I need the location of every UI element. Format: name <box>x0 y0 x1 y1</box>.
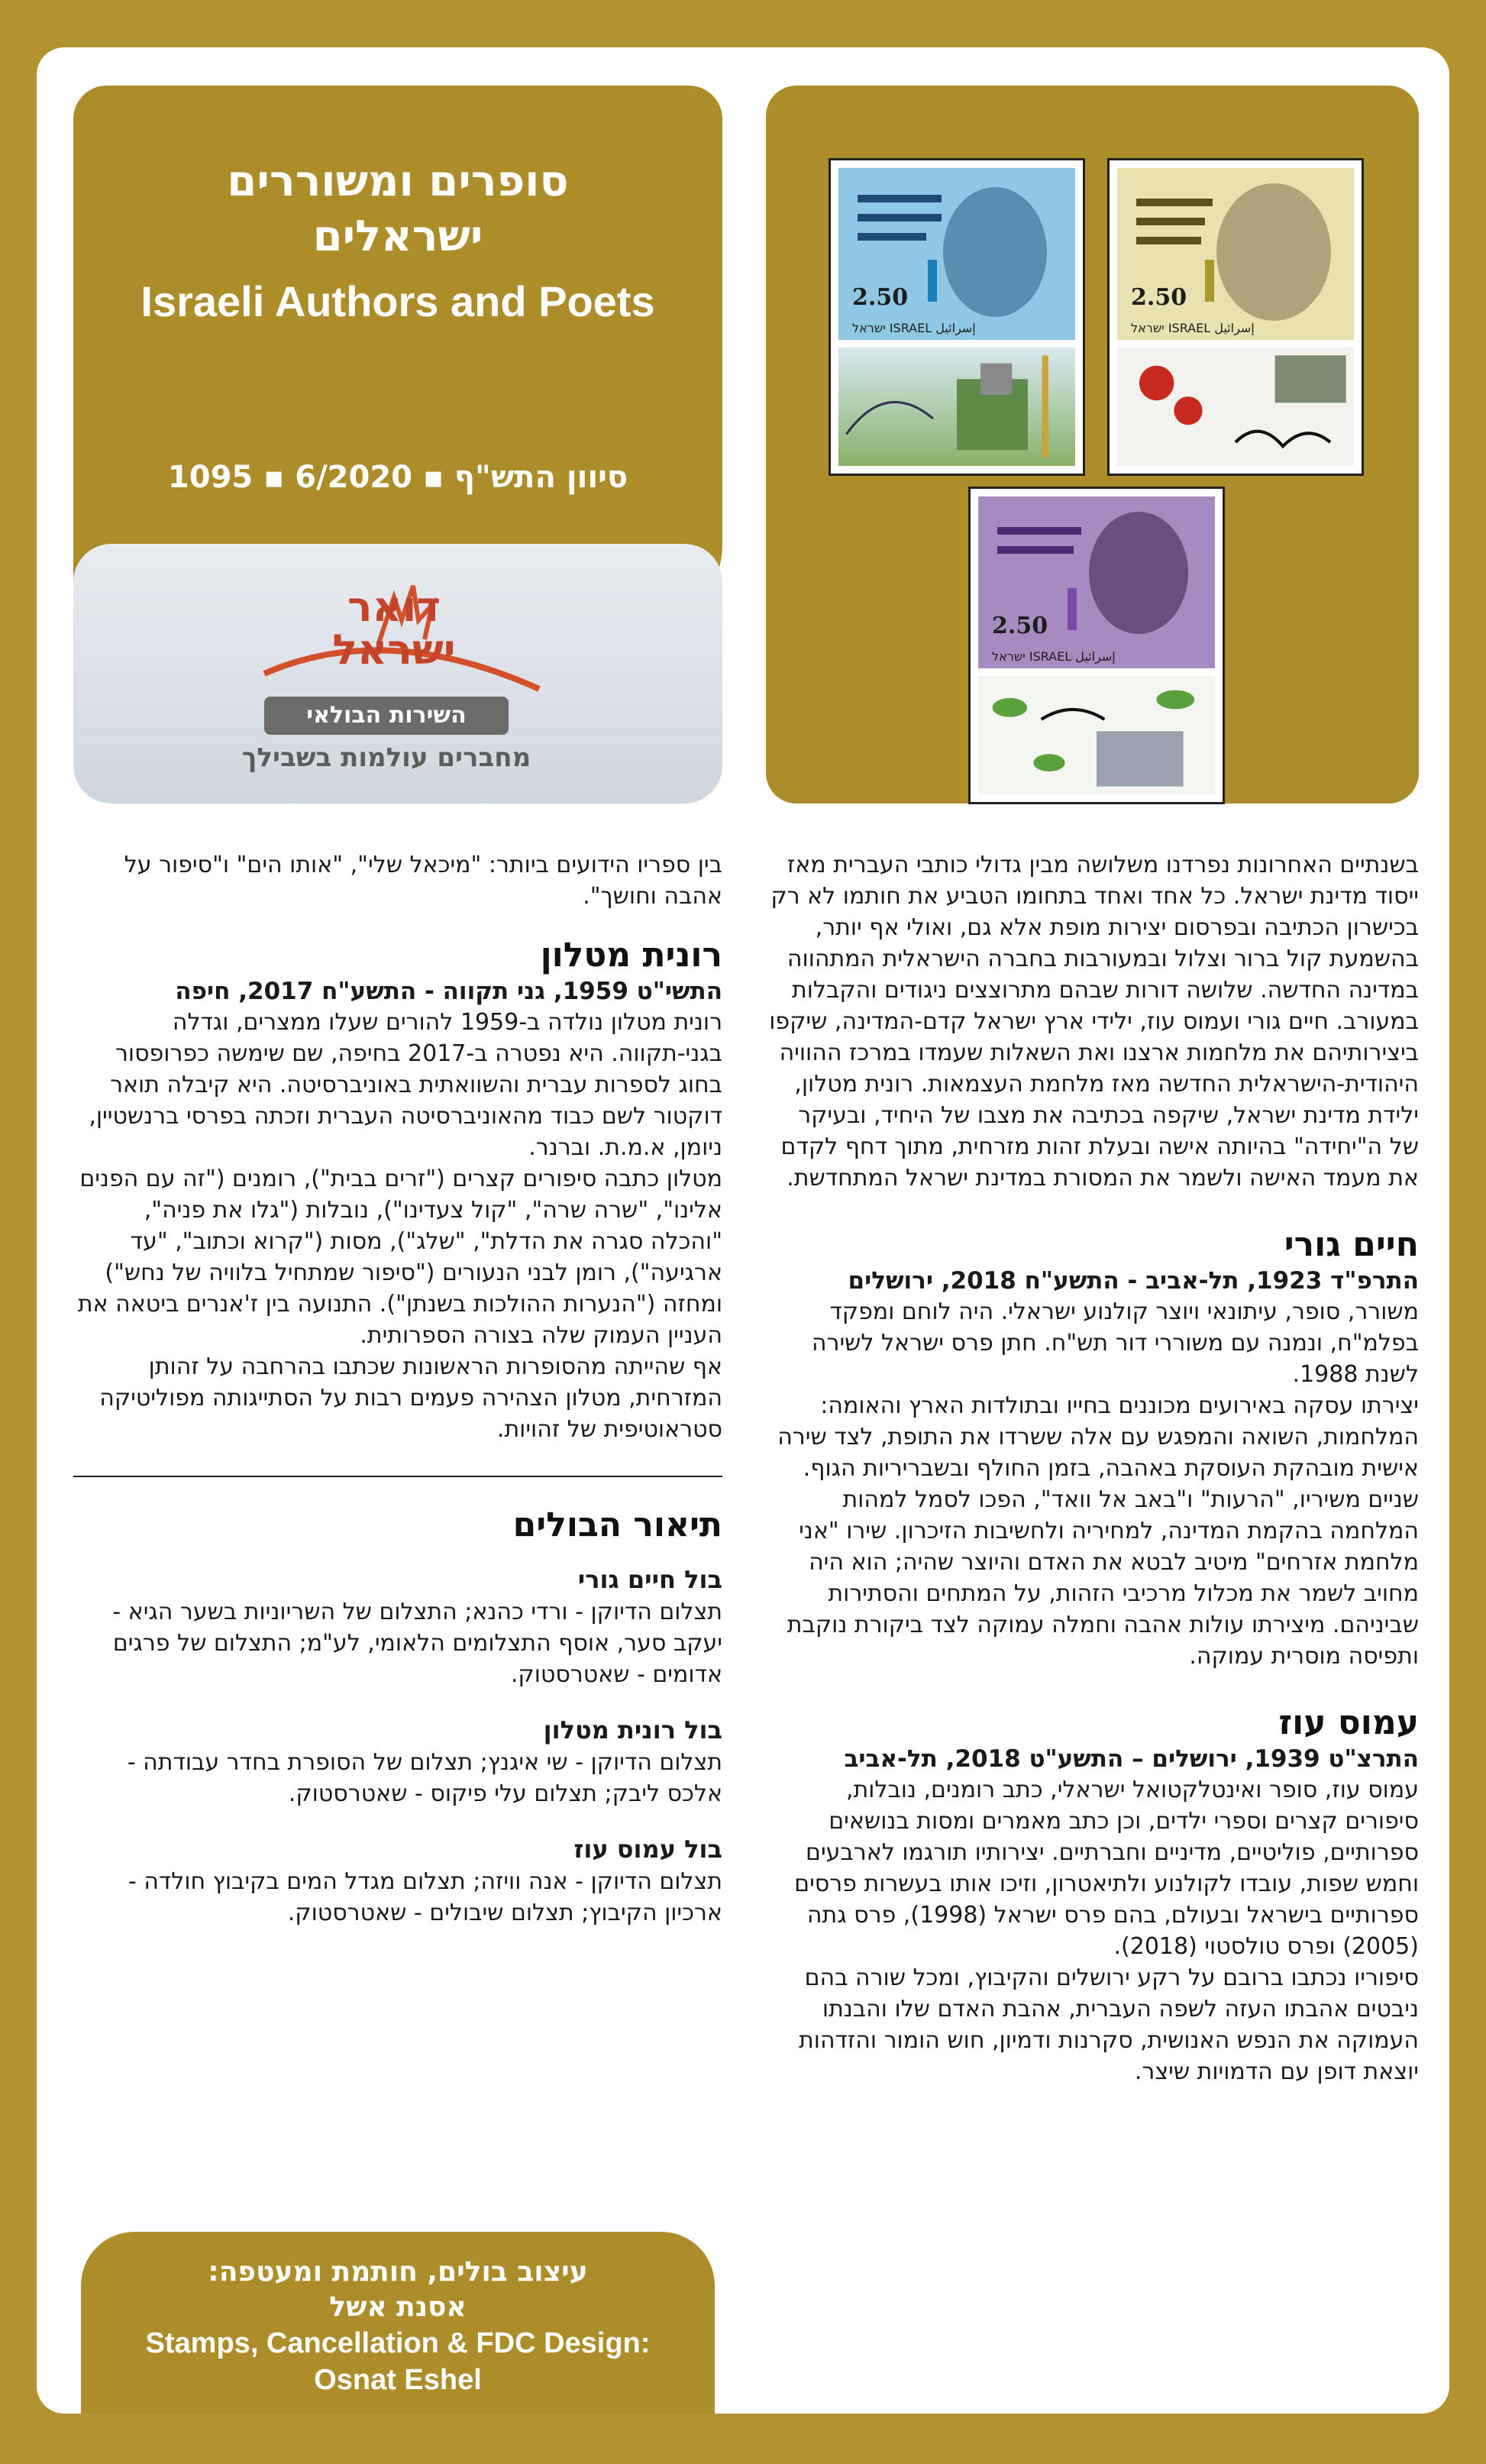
heading-ronit-matalon: רונית מטלון <box>540 936 722 975</box>
dates-haim-gouri: התרפ"ד 1923, תל-אביב - התשע"ח 2018, ירושלים <box>848 1267 1419 1295</box>
stamp-country: ישראל ISRAEL إسرائيل <box>852 321 976 335</box>
oz-paragraph-1: עמוס עוז, סופר ואינטלקטואל ישראלי, כתב רומנים, נובלות, סיפורים קצרים וספרי ילדים, וכן כתב מאמרים ומסות בנושאים ספרותיים, פוליטיים, מדיניים וחברתיים. יצירותיו תורגמו לארבעים וחמש שפות, עובדו לקולנוע ולתיאטרון, וזיכו אותו בעשרות פרסים ספרותיים בישראל ובעולם, בהם פרס ישראל (1998), פרס גתה (2005) ופרס טולסטוי (2018). <box>794 1777 1419 1960</box>
credits-english: Stamps, Cancellation & FDC Design: Osnat Eshel <box>145 2327 651 2396</box>
stamp-desc-text-oz: תצלום הדיוקן - אנה וויזה; תצלום מגדל המים בקיבוץ חולדה - ארכיון הקיבוץ; תצלום שיבולים - שאטרסטוק. <box>128 1868 722 1926</box>
portrait-amos-oz <box>838 168 1075 340</box>
portrait-icon <box>838 168 1075 340</box>
heading-haim-gouri: חיים גורי <box>1284 1225 1419 1264</box>
gouri-paragraph-3: שניים משיריו, "הרעות" ו"באב אל וואד", הפכו לסמל למהות המלחמה בהקמת המדינה, למחיריה ולחשיבות הזיכרון. שירו "אני מלחמת אזרחים" מיטיב לבטא את האדם והיוצר שהיה; הוא היה מחויב לשמר את מכלול מרכיבי הזהות, על המתחים והסתירות שביניהם. מיצירתו עולות אהבה וחמלה עמוקה לצד ביקורת נוקבת ותפיסה מוסרית עמוקה. <box>787 1486 1419 1670</box>
credits-hebrew: עיצוב בולים, חותמת ומעטפה: אסנת אשל <box>208 2256 588 2323</box>
design-credits-panel <box>81 2232 715 2414</box>
matalon-paragraph-3: אף שהייתה מהסופרות הראשונות שכתבו בהרחבה על זהותן המזרחית, מטלון הצהירה פעמים רבות על הסתייגותה מפוליטיקה סטראוטיפית של זהויות. <box>99 1353 722 1443</box>
stamps-panel <box>766 86 1419 804</box>
portrait-icon <box>978 496 1215 668</box>
stamp-denomination: 2.50 <box>1131 284 1187 311</box>
poppy-flowers-icon <box>1117 348 1354 466</box>
bulletin-sheet <box>37 47 1449 2414</box>
intro-paragraph: בשנתיים האחרונות נפרדנו משלושה מבין גדולי כותבי העברית מאז ייסוד מדינת ישראל. כל אחד ואחד בתחומו הטביע את חותמו לא רק בכישרון הכתיבה ובפרסום יצירות מופת אלא גם, ואולי אף יותר, בהשמעת קול ברור וצלול ובמעורבות בחברה הישראלית המתהווה במדינה החדשה. שלושה דורות שבהם מתרוצצים ניגודים והקבלות במעורב. חיים גורי ועמוס עוז, ילידי ארץ ישראל קדם-המדינה, שיקפו ביצירותיהם את מלחמות ארצנו ואת השאלות שעמדו במרכז ההוויה היהודית-הישראלית החדשה מאז מלחמת העצמאות. רונית מטלון, ילידת מדינת ישראל, שיקפה בכתיבה את מצבו של היחיד, ובעיקר של ה"יחידה" בהיותה אישה ובעלת זהות מזרחית, מתוך דחף לקדם את מעמד האישה ולשמר את המסורת במדינת ישראל המתחדשת. <box>769 852 1419 1192</box>
oz-paragraph-2: סיפוריו נכתבו ברובם על רקע ירושלים והקיבוץ, ומכל שורה בהם ניבטים אהבתו העזה לשפה העברית, אהבת האדם שלו והבנתו העמוקה את הנפש האנושית, סקרנות ודמיון, חוש הומור והזדהות יוצאת דופן עם הדמויות שיצר. <box>799 1964 1419 2085</box>
portrait-haim-gouri <box>1117 168 1354 340</box>
stamp-desc-text-matalon: תצלום הדיוקן - שי איגנץ; תצלום של הסופרת בחדר עבודתה - אלכס ליבק; תצלום עלי פיקוס - שאטרסטוק. <box>127 1749 722 1807</box>
stamp-amos-oz <box>829 158 1085 476</box>
issue-month: סיוון התש"ף <box>454 460 628 495</box>
tab-ronit-matalon <box>978 676 1215 794</box>
stamp-desc-title-oz: בול עמוס עוז <box>573 1835 722 1864</box>
title-english: Israeli Authors and Poets <box>141 277 655 325</box>
oz-books-paragraph: בין ספריו הידועים ביותר: "מיכאל שלי", "אותו הים" ו"סיפור על אהבה וחושך". <box>124 852 722 910</box>
heading-stamps-description: תיאור הבולים <box>512 1505 722 1544</box>
dates-amos-oz: התרצ"ט 1939, ירושלים – התשע"ט 2018, תל-אביב <box>844 1745 1419 1773</box>
stamp-desc-title-matalon: בול רונית מטלון <box>543 1715 722 1745</box>
post-slogan: מחברים עולמות בשבילך <box>241 742 531 773</box>
stamp-desc-text-gouri: תצלום הדיוקן - ורדי כהנא; התצלום של השריוניות בשער הגיא - יעקב סער, אוסף התצלומים הלאומי, לע"מ; התצלום של פרגים אדומים - שאטרסטוק. <box>112 1599 722 1688</box>
tab-haim-gouri <box>1117 348 1354 466</box>
philatelic-service-label: השירות הבולאי <box>264 697 509 735</box>
stamp-country: ישראל ISRAEL إسرائيل <box>992 649 1116 664</box>
heading-amos-oz: עמוס עוז <box>1278 1703 1419 1742</box>
israel-post-logo-panel <box>73 544 722 804</box>
right-column <box>766 849 1419 2087</box>
stamp-ronit-matalon <box>968 487 1225 804</box>
stamp-country: ישראל ISRAEL إسرائيل <box>1131 321 1255 335</box>
gouri-paragraph-1: משורר, סופר, עיתונאי ויוצר קולנוע ישראלי. היה לוחם ומפקד בפלמ"ח, ונמנה עם משוררי דור תש"ח. חתן פרס ישראל לשירה לשנת 1988. <box>811 1298 1419 1388</box>
left-column <box>73 849 722 1929</box>
stamp-denomination: 2.50 <box>992 613 1048 639</box>
dates-ronit-matalon: התשי"ט 1959, גני תקווה - התשע"ח 2017, חיפה <box>175 978 722 1005</box>
title-hebrew: סופרים ומשוררים ישראלים <box>227 157 569 261</box>
tab-amos-oz <box>838 348 1075 466</box>
post-name: דואר ישראל <box>332 583 456 674</box>
stamp-denomination: 2.50 <box>852 284 909 311</box>
issue-line: סיוון התש"ף ▪ 6/2020 ▪ 1095 <box>167 460 628 495</box>
stamp-desc-title-gouri: בול חיים גורי <box>577 1565 722 1594</box>
issue-number: 1095 <box>167 460 254 495</box>
ficus-leaves-icon <box>978 676 1215 794</box>
gouri-paragraph-2: יצירתו עסקה באירועים מכוננים בחייו ובתולדות הארץ והאומה: המלחמות, השואה והמפגש עם אלה ששרדו את התופת, לצד שירה אישית מובהקת העוסקת באהבה, בזמן החולף ובשבריריות הגוף. <box>777 1392 1419 1482</box>
matalon-paragraph-1: רונית מטלון נולדה ב-1959 להורים שעלו ממצרים, וגדלה בגני-תקווה. היא נפטרה ב-2017 בחיפה, שם שימשה כפרופסור בחוג לספרות עברית והשוואתית באוניברסיטה. היא קיבלה תואר דוקטור לשם כבוד מהאוניברסיטה העברית וזכתה בפרסי ברנשטיין, ניומן, א.מ.ת. וברנר. <box>89 1009 722 1161</box>
portrait-icon <box>1117 168 1354 340</box>
water-tower-icon <box>838 348 1075 466</box>
stamp-haim-gouri <box>1107 158 1364 476</box>
issue-date: 6/2020 <box>295 460 413 495</box>
divider <box>73 1445 722 1477</box>
portrait-ronit-matalon <box>978 496 1215 668</box>
matalon-paragraph-2: מטלון כתבה סיפורים קצרים ("זרים בבית"), רומנים ("זה עם הפנים אלינו", "שרה שרה", "קול צעדינו"), נובלות ("גלו את פניה", "והכלה סגרה את הדלת", "שלג"), מסות ("קרוא וכתוב", "עד ארגיעה"), רומן לבני הנעורים ("סיפור שמתחיל בלוויה של נחש") ומחזה ("הנערות ההולכות בשנתן"). התנועה בין ז'אנרים ביטאה את העניין העמוק שלה בצורה הספרותית. <box>77 1166 722 1349</box>
